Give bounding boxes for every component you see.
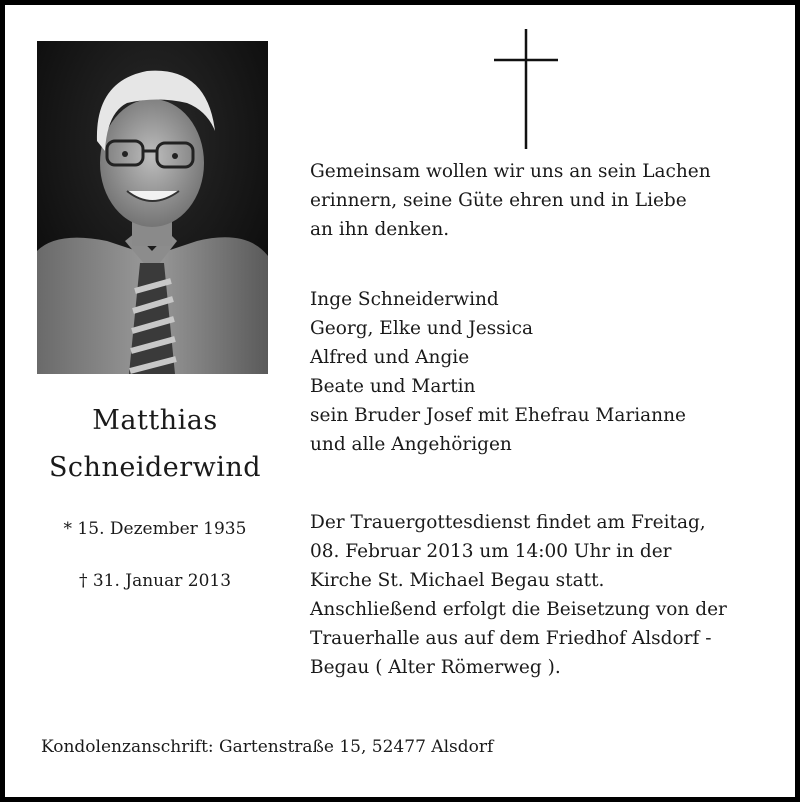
service-line: Trauerhalle aus auf dem Friedhof Alsdorf - [310,628,712,649]
portrait-illustration [37,41,268,374]
portrait-photo [37,41,268,374]
service-line: Der Trauergottesdienst findet am Freitag, [310,512,706,533]
family-line: Beate und Martin [310,376,476,397]
first-name: Matthias [92,405,218,436]
condolence-address: Kondolenzanschrift: Gartenstraße 15, 52477 Alsdorf [41,737,494,757]
service-info [310,508,727,682]
quote-line: Gemeinsam wollen wir uns an sein Lachen [310,161,711,182]
family-line: Georg, Elke und Jessica [310,318,533,339]
last-name: Schneiderwind [48,452,262,483]
service-line: Begau ( Alter Römerweg ). [310,657,561,678]
service-line: 08. Februar 2013 um 14:00 Uhr in der [310,541,672,562]
quote-line: an ihn denken. [310,219,450,240]
family-line: Alfred und Angie [310,347,470,368]
obituary-card [5,5,795,797]
family-list [310,285,686,459]
birth-date: * 15. Dezember 1935 [63,519,247,539]
death-date: † 31. Januar 2013 [78,571,232,591]
family-line: Inge Schneiderwind [310,289,499,310]
family-line: sein Bruder Josef mit Ehefrau Marianne [310,405,686,426]
service-line: Kirche St. Michael Begau statt. [310,570,605,591]
cross-icon [494,29,558,149]
quote-line: erinnern, seine Güte ehren und in Liebe [310,190,687,211]
memorial-quote [310,157,711,244]
service-line: Anschließend erfolgt die Beisetzung von der [310,599,727,620]
family-line: und alle Angehörigen [310,434,512,455]
